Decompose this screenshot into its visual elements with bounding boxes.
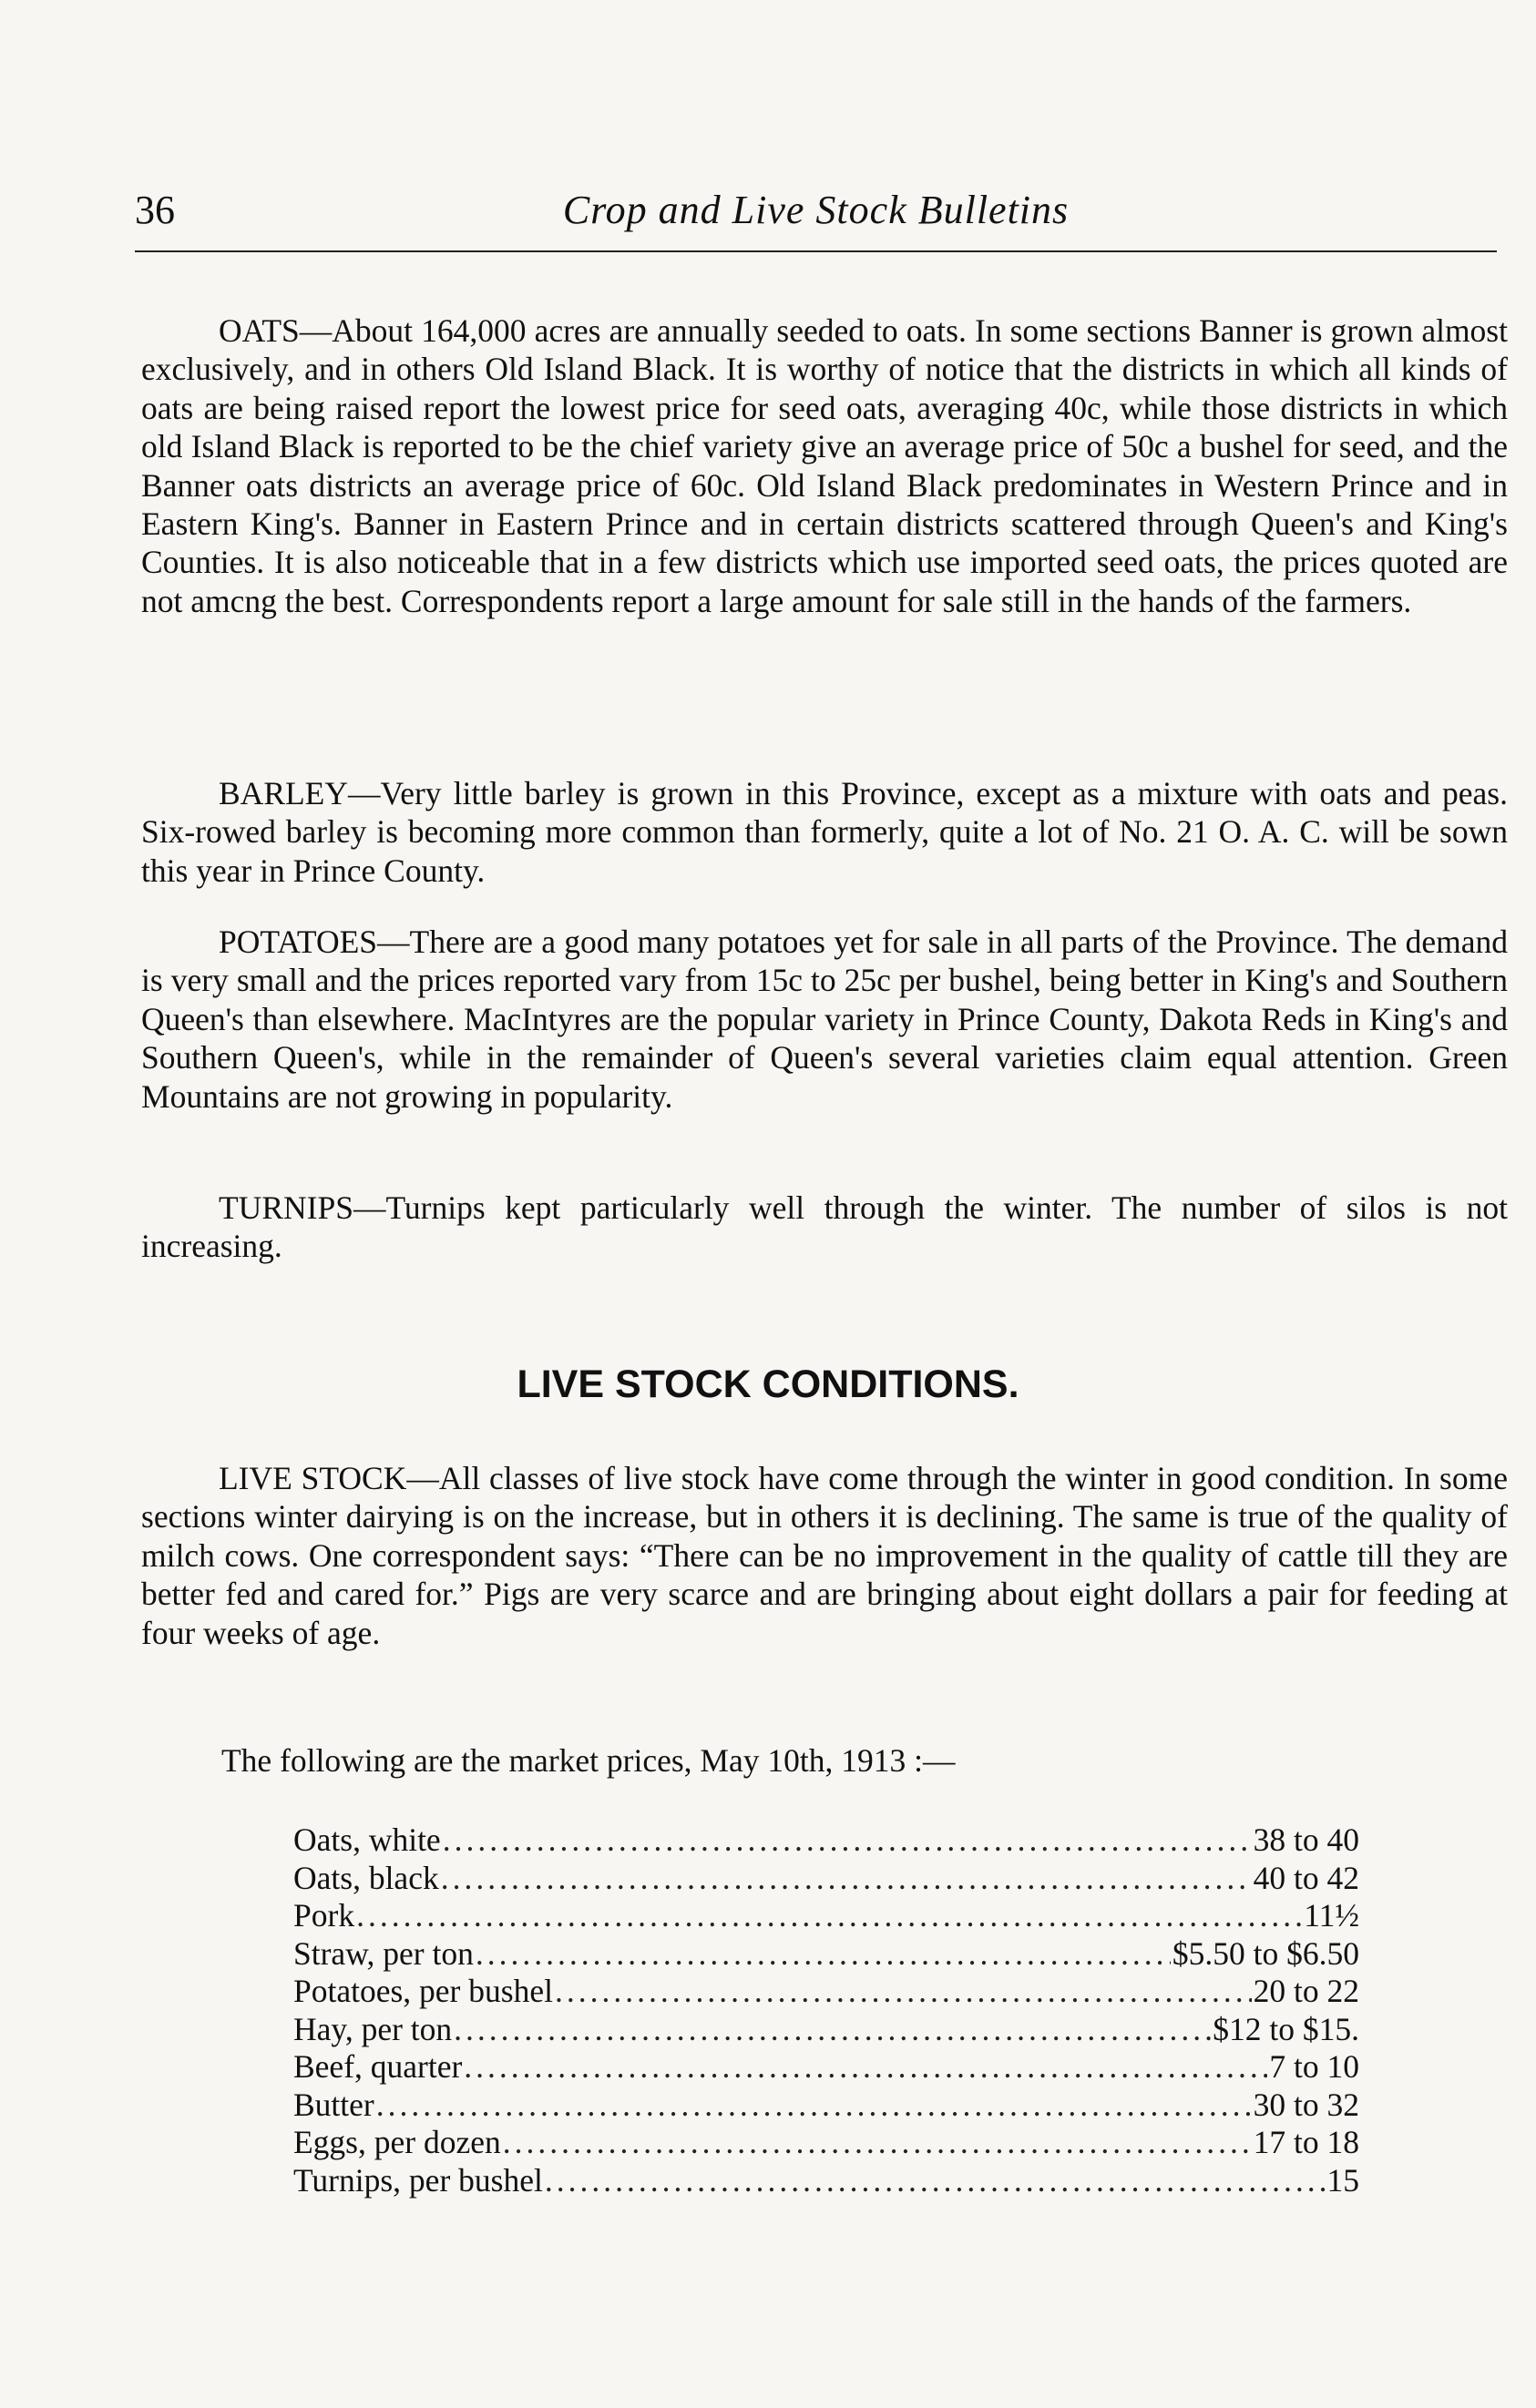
price-row xyxy=(293,1896,1359,1934)
price-item: Potatoes, per bushel xyxy=(293,1973,553,2009)
price-row xyxy=(293,1934,1359,1973)
price-value: 38 to 40 xyxy=(1253,1821,1359,1858)
barley-paragraph: BARLEY—Very little barley is grown in this Province, except as a mixture with oats and peas. Six-rowed barley is becoming more common than formerly, quite a lot of No. 21 O. A. C. will be sown this year in Prince County. xyxy=(141,775,1508,889)
leader-dots xyxy=(376,2086,1252,2124)
price-row xyxy=(293,1821,1359,1859)
price-item: Hay, per ton xyxy=(293,2010,453,2047)
price-value: 17 to 18 xyxy=(1253,2124,1359,2160)
turnips-section xyxy=(141,1189,1508,1266)
price-item: Beef, quarter xyxy=(293,2048,463,2085)
barley-section xyxy=(141,774,1508,890)
page-number: 36 xyxy=(135,188,175,232)
price-item: Oats, black xyxy=(293,1859,439,1896)
leader-dots xyxy=(441,1859,1252,1897)
leader-dots xyxy=(503,2123,1252,2161)
leader-dots xyxy=(356,1896,1302,1934)
prices-intro: The following are the market prices, May 10th, 1913 :— xyxy=(221,1742,956,1779)
running-title: Crop and Live Stock Bulletins xyxy=(562,188,1070,232)
price-row xyxy=(293,2086,1359,2124)
leader-dots xyxy=(443,1821,1252,1859)
leader-dots xyxy=(545,2161,1326,2199)
price-value: 11½ xyxy=(1304,1897,1359,1934)
potatoes-paragraph: POTATOES—There are a good many potatoes yet for sale in all parts of the Province. The demand is very small and the prices reported vary from 15c to 25c per bushel, being better in King's and Southern Queen's than elsewhere. MacIntyres are the popular variety in Prince County, Dakota Reds in King's and Southern Queen's, while in the remainder of Queen's several varieties claim equal attention. Green Mountains are not growing in popularity. xyxy=(141,923,1508,1115)
turnips-paragraph: TURNIPS—Turnips kept particularly well through the winter. The number of silos is not increasing. xyxy=(141,1189,1508,1265)
live-stock-paragraph: LIVE STOCK—All classes of live stock have come through the winter in good condition. In some sections winter dairying is on the increase, but in others it is declining. The same is true of the quality of milch cows. One correspondent says: “There can be no improvement in the quality of cattle till they are better fed and cared for.” Pigs are very scarce and are bringing about eight dollars a pair for feeding at four weeks of age. xyxy=(141,1460,1508,1651)
market-price-list xyxy=(293,1821,1359,2199)
price-row xyxy=(293,2161,1359,2199)
leader-dots xyxy=(476,1934,1171,1973)
potatoes-section xyxy=(141,923,1508,1116)
price-row xyxy=(293,1859,1359,1897)
leader-dots xyxy=(555,1972,1252,2010)
price-item: Pork xyxy=(293,1897,355,1934)
price-value: 40 to 42 xyxy=(1253,1859,1359,1896)
oats-paragraph: OATS—About 164,000 acres are annually seeded to oats. In some sections Banner is grown almost exclusively, and in others Old Island Black. It is worthy of notice that the districts in which all kinds of oats are being raised report the lowest price for seed oats, averaging 40c, while those districts in which old Island Black is reported to be the chief variety give an average price of 50c a bushel for seed, and the Banner oats districts an average price of 60c. Old Island Black predominates in Western Prince and in Eastern King's. Banner in Eastern Prince and in certain districts scattered through Queen's and King's Counties. It is also noticeable that in a few districts which use imported seed oats, the prices quoted are not amcng the best. Correspondents report a large amount for sale still in the hands of the farmers. xyxy=(141,312,1508,619)
price-item: Oats, white xyxy=(293,1821,441,1858)
price-value: 30 to 32 xyxy=(1253,2086,1359,2123)
price-value: $12 to $15. xyxy=(1213,2010,1359,2047)
price-value: $5.50 to $6.50 xyxy=(1172,1934,1359,1972)
price-row xyxy=(293,2010,1359,2048)
price-value: 15 xyxy=(1326,2161,1359,2199)
section-heading: LIVE STOCK CONDITIONS. xyxy=(517,1362,1019,1406)
price-item: Straw, per ton xyxy=(293,1934,474,1972)
price-item: Turnips, per bushel xyxy=(293,2161,543,2199)
price-value: 20 to 22 xyxy=(1253,1973,1359,2009)
price-item: Butter xyxy=(293,2086,374,2123)
price-row xyxy=(293,2123,1359,2161)
leader-dots xyxy=(464,2047,1267,2086)
price-item: Eggs, per dozen xyxy=(293,2124,501,2160)
page-header xyxy=(135,187,1497,252)
oats-section xyxy=(141,311,1508,620)
price-row xyxy=(293,2047,1359,2086)
price-row xyxy=(293,1972,1359,2010)
price-value: 7 to 10 xyxy=(1269,2048,1359,2085)
live-stock-section xyxy=(141,1459,1508,1652)
leader-dots xyxy=(454,2010,1211,2048)
